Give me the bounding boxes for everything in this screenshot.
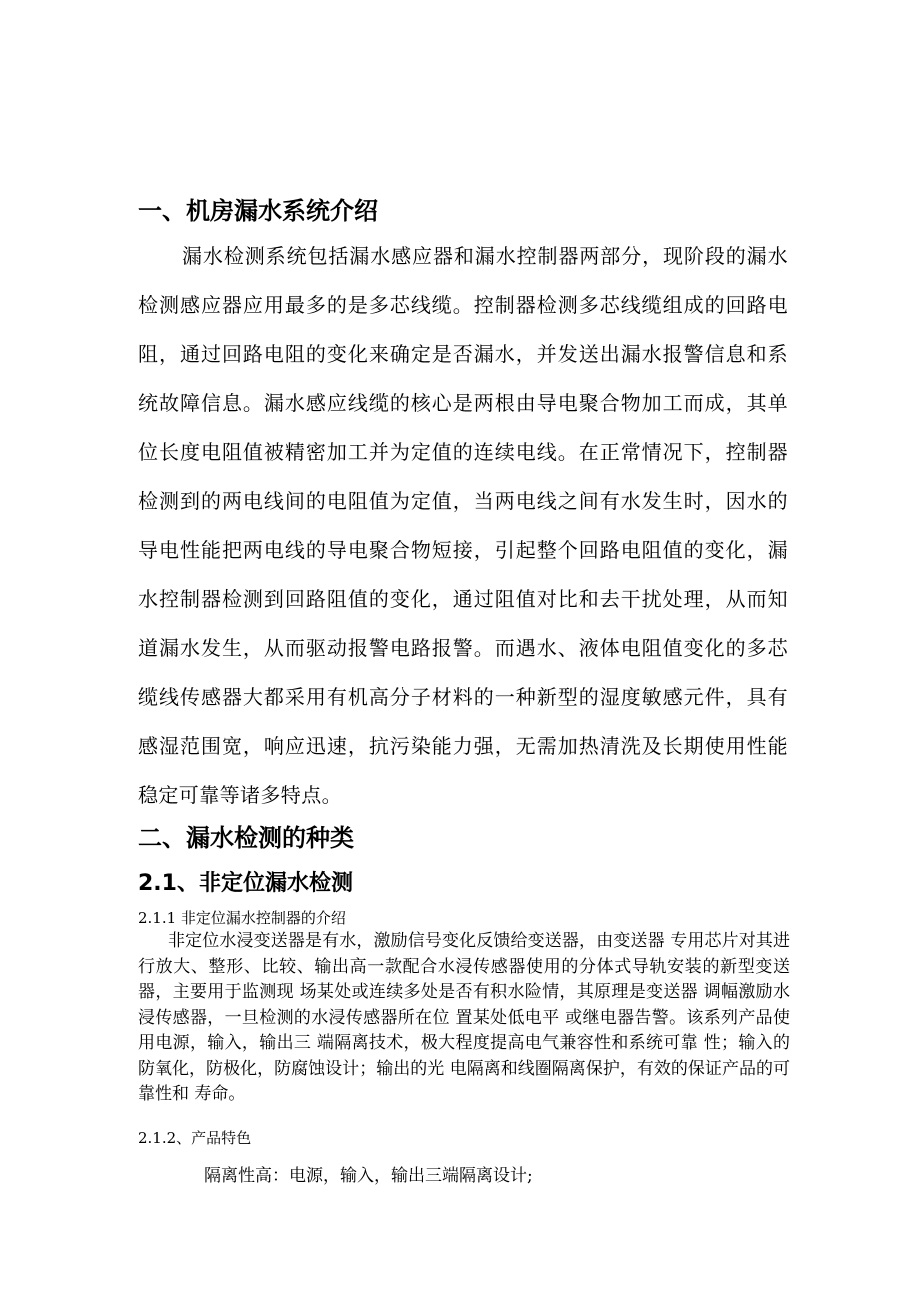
section-2-1-1-heading: 2.1.1 非定位漏水控制器的介绍 — [138, 909, 346, 927]
section-1-heading: 一、机房漏水系统介绍 — [138, 197, 378, 225]
section-2-1-heading: 2.1、非定位漏水检测 — [138, 871, 353, 896]
section-2-1-1-paragraph: 非定位水浸变送器是有水，激励信号变化反馈给变送器，由变送器 专用芯片对其进行放大、整形、比较、输出高一款配合水浸传感器使用的分体式导轨安装的新型变送器，主要用于监测现 场某处或连续多处是否有积水险情，其原理是变送器 调幅激励水浸传感器，一旦检测的水浸传感器所在位 置某处低电平 或继电器告警。该系列产品使用电源，输入，输出三 端隔离技术，极大程度提高电气兼容性和系统可靠 性；输入的防氧化，防极化，防腐蚀设计；输出的光 电隔离和线圈隔离保护，有效的保证产品的可靠性和 寿命。 — [138, 931, 790, 1104]
section-2-heading: 二、漏水检测的种类 — [138, 824, 354, 852]
section-1-paragraph: 漏水检测系统包括漏水感应器和漏水控制器两部分，现阶段的漏水检测感应器应用最多的是多芯线缆。控制器检测多芯线缆组成的回路电阻，通过回路电阻的变化来确定是否漏水，并发送出漏水报警信息和系统故障信息。漏水感应线缆的核心是两根由导电聚合物加工而成，其单位长度电阻值被精密加工并为定值的连续电线。在正常情况下，控制器检测到的两电线间的电阻值为定值，当两电线之间有水发生时，因水的导电性能把两电线的导电聚合物短接，引起整个回路电阻值的变化，漏水控制器检测到回路阻值的变化，通过阻值对比和去干扰处理，从而知道漏水发生，从而驱动报警电路报警。而遇水、液体电阻值变化的多芯缆线传感器大都采用有机高分子材料的一种新型的湿度敏感元件，具有感湿范围宽，响应迅速，抗污染能力强，无需加热清洗及长期使用性能稳定可靠等诸多特点。 — [138, 244, 788, 807]
section-2-1-2-heading: 2.1.2、产品特色 — [138, 1129, 252, 1147]
feature-isolation: 隔离性高：电源，输入，输出三端隔离设计; — [204, 1166, 533, 1186]
